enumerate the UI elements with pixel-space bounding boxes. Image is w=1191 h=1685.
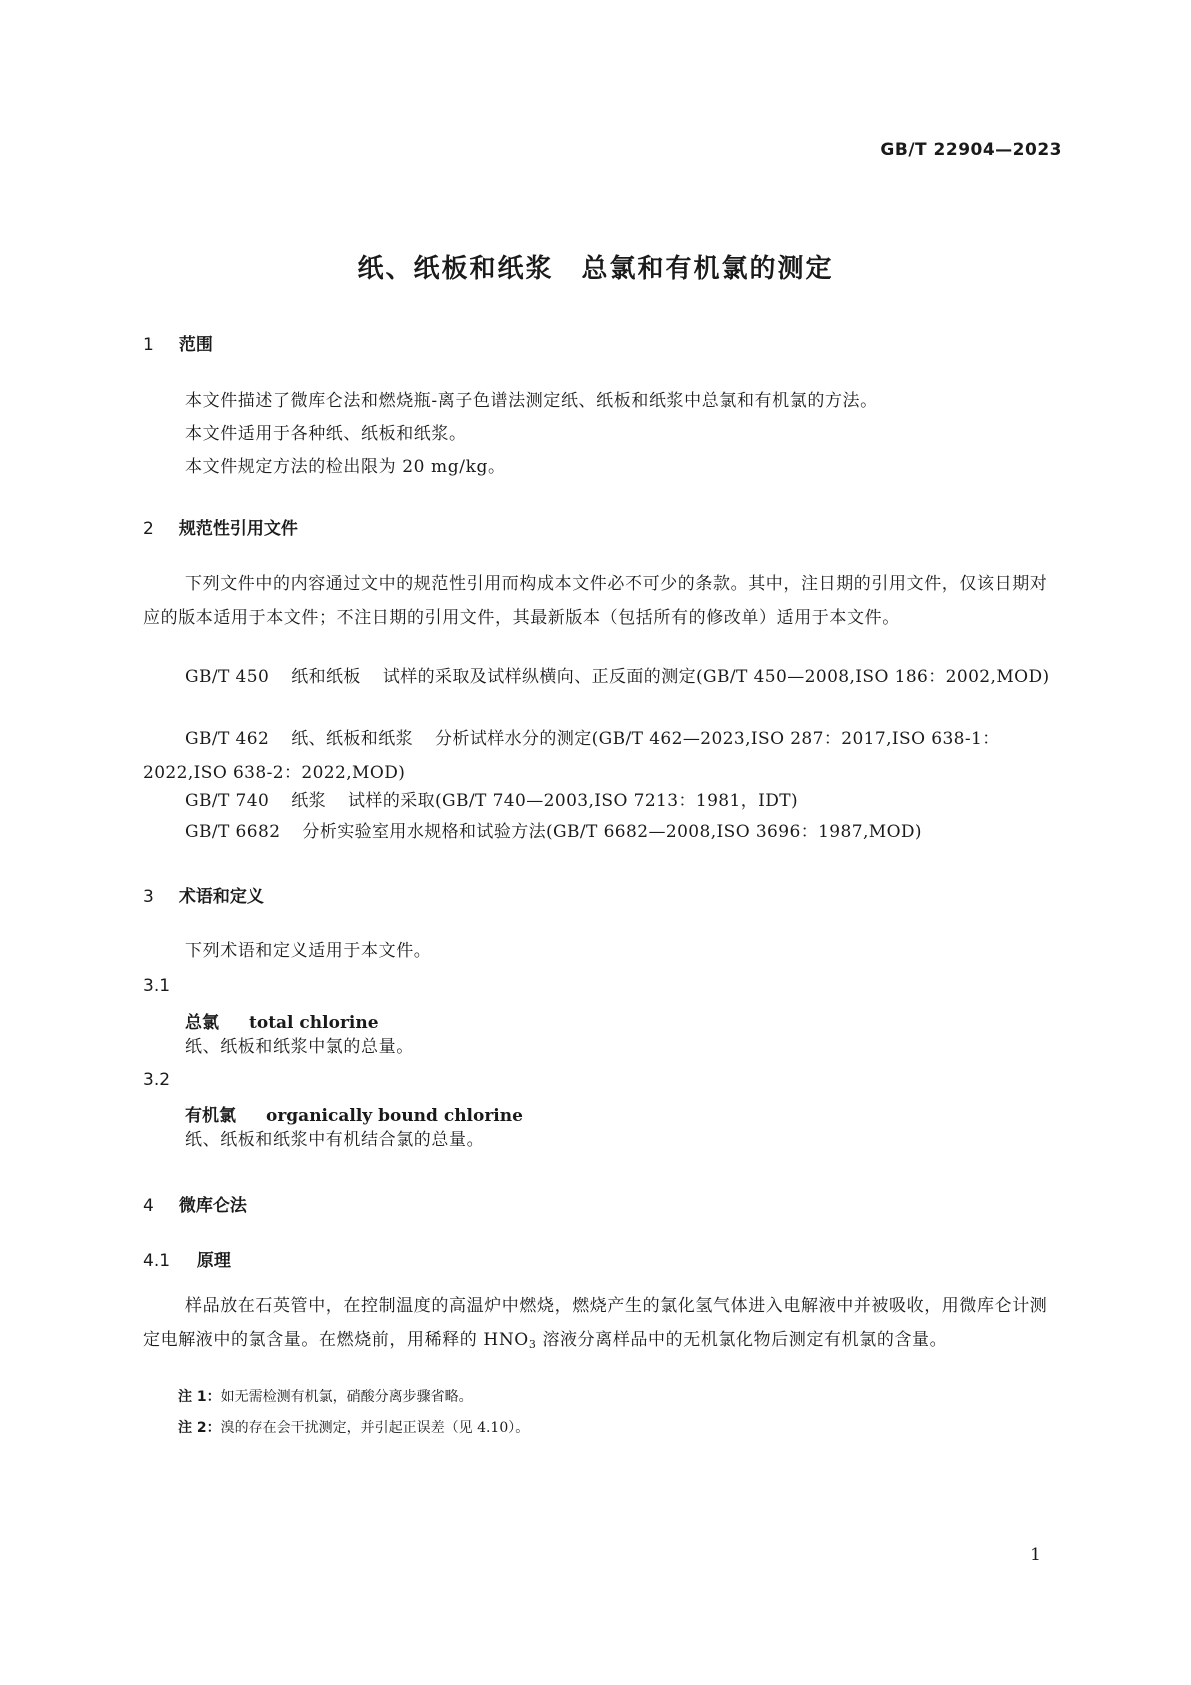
- scope-paragraph-3: 本文件规定方法的检出限为 20 mg/kg。: [185, 457, 506, 477]
- page-number: 1: [1030, 1545, 1041, 1565]
- section-1-title: 范围: [178, 335, 213, 355]
- scope-paragraph-1: 本文件描述了微库仑法和燃烧瓶-离子色谱法测定纸、纸板和纸浆中总氯和有机氯的方法。: [185, 391, 878, 411]
- term-english: total chlorine: [249, 1013, 379, 1033]
- reference-detail: 试样的采取(GB/T 740—2003,ISO 7213：1981，IDT): [348, 791, 799, 811]
- section-3-title: 术语和定义: [178, 887, 264, 907]
- section-4-heading: [143, 1191, 247, 1216]
- section-4-number: 4: [143, 1196, 154, 1216]
- section-3-heading: [143, 882, 264, 907]
- reference-code: GB/T 462: [185, 729, 270, 749]
- note-2: [178, 1417, 529, 1437]
- principle-paragraph: [143, 1289, 1063, 1362]
- reference-detail: 分析试样水分的测定(GB/T 462—2023,ISO 287：2017,ISO 638-1：2022,ISO 638-2：2022,MOD): [143, 729, 1000, 783]
- reference-code: GB/T 6682: [185, 822, 281, 842]
- term-chinese: 有机氯: [185, 1106, 236, 1126]
- term-number: 3.2: [143, 1070, 171, 1090]
- section-3-number: 3: [143, 887, 154, 907]
- note-text: 如无需检测有机氯，硝酸分离步骤省略。: [220, 1389, 473, 1405]
- term-definition: 纸、纸板和纸浆中氯的总量。: [185, 1037, 414, 1057]
- term-english: organically bound chlorine: [266, 1106, 523, 1126]
- note-label: 注 2：: [178, 1420, 221, 1436]
- note-label: 注 1：: [178, 1389, 221, 1405]
- reference-code: GB/T 450: [185, 667, 270, 687]
- references-intro: 下列文件中的内容通过文中的规范性引用而构成本文件必不可少的条款。其中，注日期的引用文件，仅该日期对应的版本适用于本文件；不注日期的引用文件，其最新版本（包括所有的修改单）适用于本文件。: [143, 574, 1048, 628]
- reference-item: [143, 660, 1063, 694]
- subsection-4-1-number: 4.1: [143, 1251, 171, 1271]
- doc-code: GB/T 22904—2023: [880, 140, 1062, 160]
- reference-item: [143, 784, 1063, 818]
- terms-intro: 下列术语和定义适用于本文件。: [185, 941, 432, 961]
- section-2-title: 规范性引用文件: [178, 519, 298, 539]
- section-4-title: 微库仑法: [178, 1196, 247, 1216]
- section-1-number: 1: [143, 335, 154, 355]
- reference-code: GB/T 740: [185, 791, 270, 811]
- subsection-4-1-heading: [143, 1246, 231, 1271]
- reference-title: 纸和纸板: [291, 667, 361, 687]
- subsection-4-1-title: 原理: [196, 1251, 231, 1271]
- reference-title: 纸、纸板和纸浆: [291, 729, 414, 749]
- doc-title: 纸、纸板和纸浆 总氯和有机氯的测定: [357, 254, 834, 284]
- section-2-heading: [143, 514, 298, 539]
- term-chinese: 总氯: [185, 1013, 219, 1033]
- section-2-number: 2: [143, 519, 154, 539]
- principle-text-b: 溶液分离样品中的无机氯化物后测定有机氯的含量。: [536, 1330, 948, 1350]
- principle-subscript: 3: [528, 1338, 537, 1351]
- section-1-heading: [143, 330, 213, 355]
- term-number: 3.1: [143, 976, 171, 996]
- scope-paragraph-2: 本文件适用于各种纸、纸板和纸浆。: [185, 424, 467, 444]
- term-definition: 纸、纸板和纸浆中有机结合氯的总量。: [185, 1130, 485, 1150]
- note-1: [178, 1386, 473, 1406]
- reference-detail: 分析实验室用水规格和试验方法(GB/T 6682—2008,ISO 3696：1987,MOD): [302, 822, 922, 842]
- reference-title: 纸浆: [291, 791, 327, 811]
- reference-detail: 试样的采取及试样纵横向、正反面的测定(GB/T 450—2008,ISO 186：2002,MOD): [382, 667, 1050, 687]
- reference-item: [143, 815, 1063, 849]
- principle-text-a: 样品放在石英管中，在控制温度的高温炉中燃烧，燃烧产生的氯化氢气体进入电解液中并被吸收，用微库仑计测定电解液中的氯含量。在燃烧前，用稀释的 HNO: [143, 1296, 1048, 1350]
- note-text: 溴的存在会干扰测定，并引起正误差（见 4.10）。: [220, 1420, 530, 1436]
- reference-item: [143, 722, 1063, 790]
